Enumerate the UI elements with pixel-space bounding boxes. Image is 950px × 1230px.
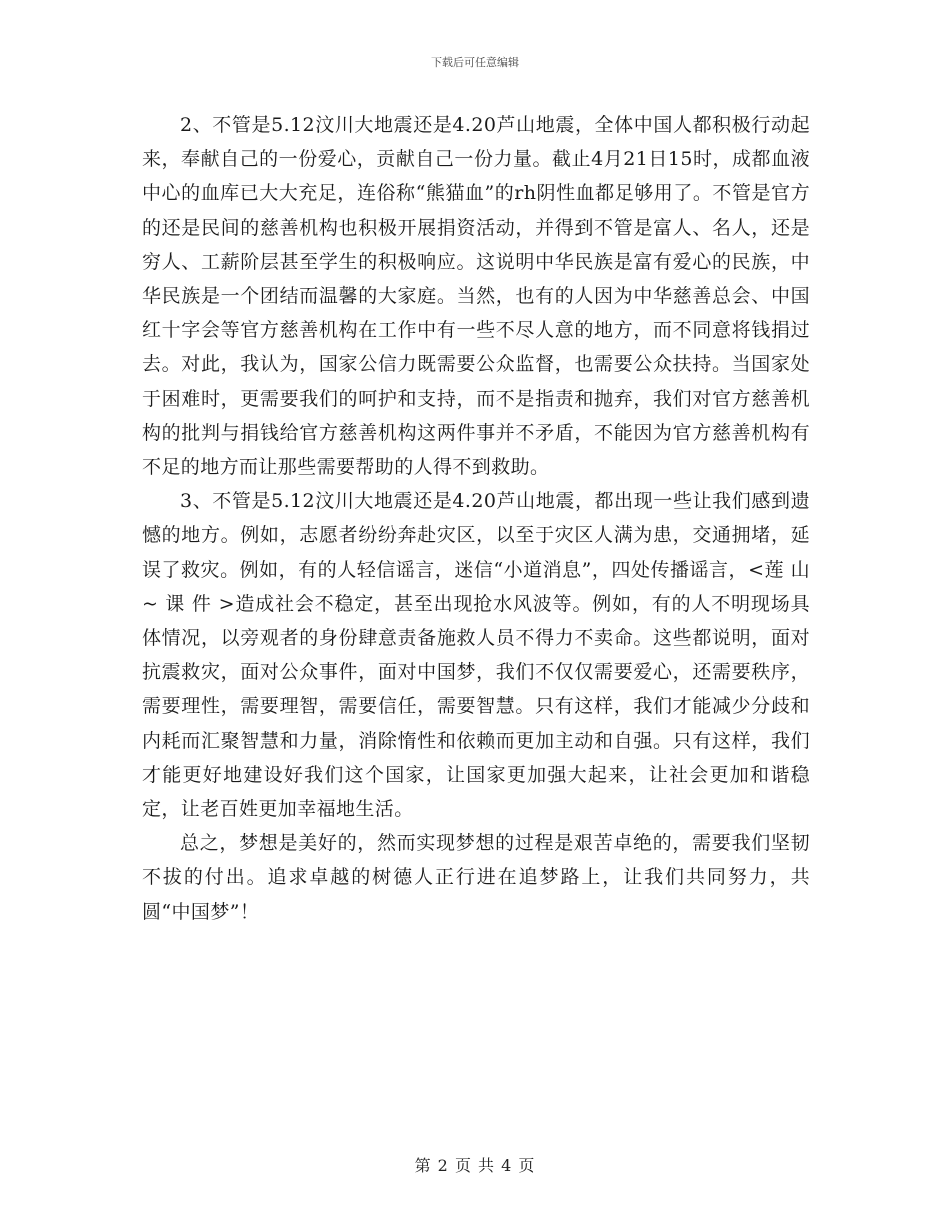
paragraph-point-3: 3、不管是5.12汶川大地震还是4.20芦山地震，都出现一些让我们感到遗憾的地方。例如，志愿者纷纷奔赴灾区，以至于灾区人满为患，交通拥堵，延误了救灾。例如，有的人轻信谣言，迷信“小道消息”，四处传播谣言，<莲 山 ~ 课 件 >造成社会不稳定，甚至出现抢水风波等。例如，有的人不明现场具体情况，以旁观者的身份肆意责备施救人员不得力不卖命。这些都说明，面对抗震救灾，面对公众事件，面对中国梦，我们不仅仅需要爱心，还需要秩序，需要理性，需要理智，需要信任，需要智慧。只有这样，我们才能减少分歧和内耗而汇聚智慧和力量，消除惰性和依赖而更加主动和自强。只有这样，我们才能更好地建设好我们这个国家，让国家更加强大起来，让社会更加和谐稳定，让老百姓更加幸福地生活。 <box>142 490 810 821</box>
document-body <box>142 108 810 929</box>
page-header-note: 下载后可任意编辑 <box>431 56 519 69</box>
page-number: 第 2 页 共 4 页 <box>414 1156 536 1175</box>
paragraph-point-2: 2、不管是5.12汶川大地震还是4.20芦山地震，全体中国人都积极行动起来，奉献自己的一份爱心，贡献自己一份力量。截止4月21日15时，成都血液中心的血库已大大充足，连俗称“熊猫血”的rh阴性血都足够用了。不管是官方的还是民间的慈善机构也积极开展捐资活动，并得到不管是富人、名人，还是穷人、工薪阶层甚至学生的积极响应。这说明中华民族是富有爱心的民族，中华民族是一个团结而温馨的大家庭。当然，也有的人因为中华慈善总会、中国红十字会等官方慈善机构在工作中有一些不尽人意的地方，而不同意将钱捐过去。对此，我认为，国家公信力既需要公众监督，也需要公众扶持。当国家处于困难时，更需要我们的呵护和支持，而不是指责和抛弃，我们对官方慈善机构的批判与捐钱给官方慈善机构这两件事并不矛盾，不能因为官方慈善机构有不足的地方而让那些需要帮助的人得不到救助。 <box>142 114 810 479</box>
paragraph-conclusion: 总之，梦想是美好的，然而实现梦想的过程是艰苦卓绝的，需要我们坚韧不拔的付出。追求卓越的树德人正行进在追梦路上，让我们共同努力，共圆“中国梦”！ <box>142 832 810 923</box>
